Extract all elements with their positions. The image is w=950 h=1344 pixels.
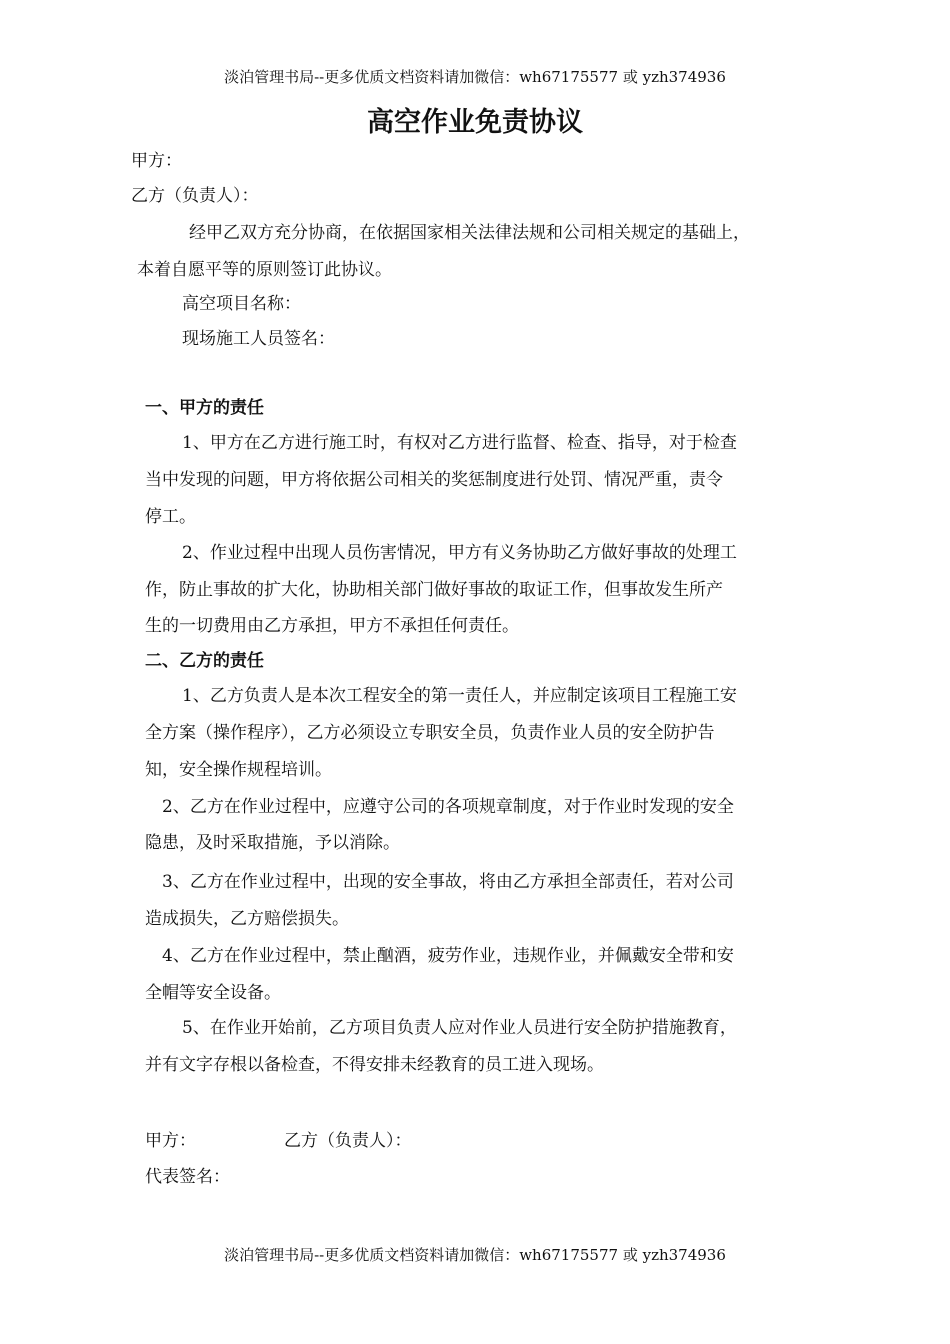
- s1-item2-line-3: 生的一切费用由乙方承担，甲方不承担任何责任。: [145, 616, 519, 636]
- signature-party-b-label: 乙方（负责人）：: [284, 1131, 412, 1151]
- s2-item2-line-1: 2、乙方在作业过程中，应遵守公司的各项规章制度，对于作业时发现的安全: [162, 797, 734, 817]
- project-name-label: 高空项目名称：: [182, 294, 301, 314]
- section-1-heading: 一、甲方的责任: [145, 398, 264, 418]
- s2-item4-line-1: 4、乙方在作业过程中，禁止酗酒，疲劳作业，违规作业，并佩戴安全带和安: [162, 946, 734, 966]
- s2-item4-line-2: 全帽等安全设备。: [145, 983, 281, 1003]
- s2-item1-line-2: 全方案（操作程序），乙方必须设立专职安全员，负责作业人员的安全防护告: [145, 723, 715, 743]
- party-b-label: 乙方（负责人）：: [131, 186, 259, 206]
- section-2-heading: 二、乙方的责任: [145, 651, 264, 671]
- s2-item5-line-1: 5、在作业开始前，乙方项目负责人应对作业人员进行安全防护措施教育，: [182, 1018, 737, 1038]
- party-a-label: 甲方：: [131, 151, 182, 171]
- footer-note: 淡泊管理书局--更多优质文档资料请加微信：wh67175577 或 yzh374936: [224, 1246, 726, 1264]
- s2-item3-line-2: 造成损失，乙方赔偿损失。: [145, 909, 349, 929]
- representative-signature-label: 代表签名：: [145, 1167, 230, 1187]
- s2-item1-line-3: 知，安全操作规程培训。: [145, 760, 332, 780]
- s1-item1-line-1: 1、甲方在乙方进行施工时，有权对乙方进行监督、检查、指导，对于检查: [182, 433, 737, 453]
- intro-line-2: 本着自愿平等的原则签订此协议。: [137, 260, 392, 280]
- s1-item1-line-3: 停工。: [145, 507, 196, 527]
- s2-item1-line-1: 1、乙方负责人是本次工程安全的第一责任人，并应制定该项目工程施工安: [182, 686, 737, 706]
- intro-line-1: 经甲乙双方充分协商，在依据国家相关法律法规和公司相关规定的基础上，: [189, 223, 750, 243]
- signature-party-a-label: 甲方：: [145, 1131, 196, 1151]
- s2-item3-line-1: 3、乙方在作业过程中，出现的安全事故，将由乙方承担全部责任，若对公司: [162, 872, 734, 892]
- worker-sign-label: 现场施工人员签名：: [182, 329, 335, 349]
- header-note: 淡泊管理书局--更多优质文档资料请加微信：wh67175577 或 yzh374936: [224, 68, 726, 86]
- document-title: 高空作业免责协议: [367, 107, 583, 138]
- s1-item2-line-2: 作，防止事故的扩大化，协助相关部门做好事故的取证工作，但事故发生所产: [145, 580, 723, 600]
- s1-item2-line-1: 2、作业过程中出现人员伤害情况，甲方有义务协助乙方做好事故的处理工: [182, 543, 737, 563]
- s1-item1-line-2: 当中发现的问题，甲方将依据公司相关的奖惩制度进行处罚、情况严重，责令: [145, 470, 723, 490]
- s2-item5-line-2: 并有文字存根以备检查，不得安排未经教育的员工进入现场。: [145, 1055, 604, 1075]
- s2-item2-line-2: 隐患，及时采取措施，予以消除。: [145, 833, 400, 853]
